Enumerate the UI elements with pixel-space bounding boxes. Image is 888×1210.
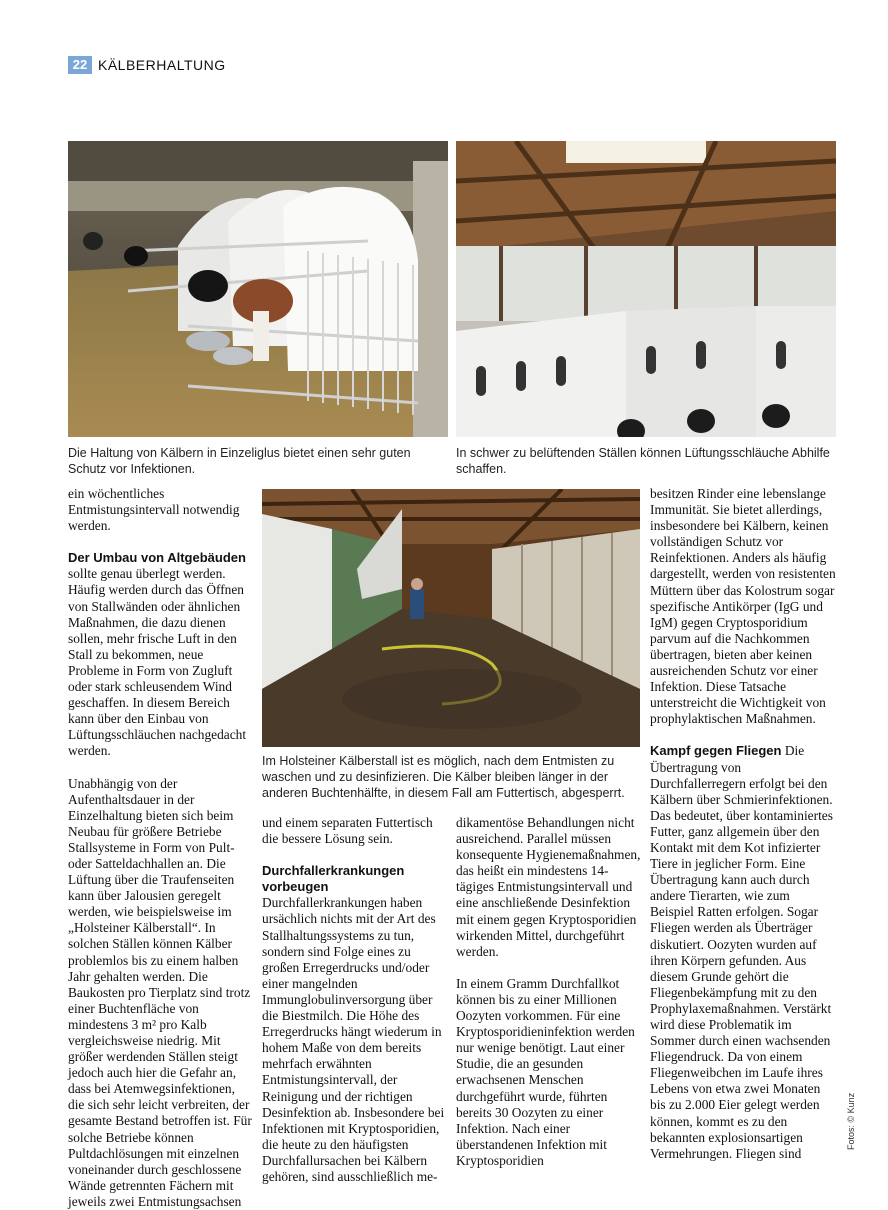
col4-paragraph: [650, 743, 836, 1161]
photo-credit: [846, 1090, 860, 1150]
paragraph-spacer: [68, 760, 254, 776]
section-title: KÄLBERHALTUNG: [98, 56, 226, 74]
column-2: [262, 815, 448, 1185]
photo-calf-igloos: [68, 141, 448, 437]
paragraph-spacer: [456, 960, 642, 976]
column-1: [68, 486, 254, 1210]
col1-body: sollte genau überlegt werden. Häufig werden durch das Öffnen von Stallwänden oder ähnlichen Maßnahmen, die dazu dienen sollen, mehr frische Luft in den Stall zu bekommen, neue Probleme in Form von Zugluft oder stark schleusendem Wind geschaffen. In diesem Bereich kann über den Einbau von Lüftungsschläuchen nachgedacht werden.: [68, 566, 254, 759]
column-4: [650, 486, 836, 1162]
col3-body: dikamentöse Behandlungen nicht ausreichend. Parallel müssen konsequente Hygienemaßnahmen, das heißt ein mindestens 14-tägiges Entmistungsintervall und eine anschließende Desinfektion mit einem gegen Kryptosporidien wirkenden Mittel, durchgeführt werden.: [456, 815, 642, 960]
col2-intro: und einem separaten Futtertisch die bessere Lösung sein.: [262, 815, 448, 847]
photo-holstein-barn: [262, 489, 640, 747]
photo-calf-igloos-drawing: [68, 141, 448, 437]
paragraph-spacer: [262, 847, 448, 863]
caption-calf-igloos: Die Haltung von Kälbern in Einzeliglus bietet einen sehr guten Schutz vor Infektionen.: [68, 445, 440, 477]
caption-holstein-barn: Im Holsteiner Kälberstall ist es möglich, nach dem Entmisten zu waschen und zu desinfizieren. Die Kälber bleiben länger in der anderen Buchtenhälfte, in diesem Fall am Futtertisch, abgesperrt.: [262, 753, 640, 801]
col1-intro: ein wöchentliches Entmistungsintervall notwendig werden.: [68, 486, 254, 534]
caption-barn-ventilation: In schwer zu belüftenden Ställen können Lüftungsschläuche Abhilfe schaffen.: [456, 445, 834, 477]
column-3: [456, 815, 642, 1169]
col4-body: besitzen Rinder eine lebenslange Immunität. Sie bietet allerdings, insbesondere bei Kälbern, keinen vollständigen Schutz vor Reinfektionen. Anders als häufig dargestellt, werden von resistenten Müttern über das Kolostrum sogar spezifische Antikörper (IgG und IgM) gegen Cryptosporidium parvum auf die Nachkommen übertragen, bieten aber keinen ausreichenden Schutz vor einer Infektion. Diese Tatsache unterstreicht die Wichtigkeit von prophylaktischen Maßnahmen.: [650, 486, 836, 727]
col2-body: Durchfallerkrankungen haben ursächlich nichts mit der Art des Stallhaltungssystems zu tun, sondern sind Folge eines zu großen Erregerdrucks und/oder einer mangelnden Immunglobulinversorgung über die Biestmilch. Die Höhe des Erregerdrucks hängt wiederum in hohem Maße von dem bereits mehrfach erwähnten Entmistungsintervall, der Reinigung und der richtigen Desinfektion ab. Insbesondere bei Infektionen mit Kryptosporidien, die heute zu den häufigsten Durchfallursachen bei Kälbern gehören, sind ausschließlich me-: [262, 895, 444, 1184]
col1-body2: Unabhängig von der Aufenthaltsdauer in der Einzelhaltung bieten sich beim Neubau für größere Betriebe Stallsysteme in Form von Pult- oder Satteldachhallen an. Die Lüftung über die Traufenseiten kann über Jalousien geregelt werden, wie beispielsweise im „Holsteiner Kälberstall“. In solchen Ställen können Kälber problemlos bis zu einem halben Jahr gehalten werden. Die Baukosten pro Tierplatz sind trotz einer Buchtenfläche von mindestens 3 m² pro Kalb vergleichsweise niedrig. Mit größer werdenden Ställen steigt jedoch auch hier die Gefahr an, dass bei Atemwegsinfektionen, die sich sehr leicht verbreiten, der gesamte Bestand betroffen ist. Für solche Betriebe können Pultdachlösungen mit einzelnen voneinander durch geschlossene Wände getrennten Fächern mit jeweils zwei Entmistungsachsen: [68, 776, 254, 1210]
col1-heading: Der Umbau von Altgebäuden: [68, 550, 254, 566]
page-number: 22: [68, 56, 92, 74]
col3-body2: In einem Gramm Durchfallkot können bis zu einer Millionen Oozyten vorkommen. Für eine Kryptosporidieninfektion werden nur wenige benötigt. Laut einer Studie, die an gesunden erwachsenen Menschen durchgeführt wurde, führten bereits 30 Oozyten zu einer Infektion. Nach einer überstandenen Infektion mit Kryptosporidien: [456, 976, 642, 1169]
photo-credit-text: Fotos: © Kunz: [846, 1093, 856, 1150]
photo-barn-ventilation-drawing: [456, 141, 836, 437]
paragraph-spacer: [68, 534, 254, 550]
photo-holstein-barn-drawing: [262, 489, 640, 747]
col4-heading: Kampf gegen Fliegen: [650, 743, 781, 758]
paragraph-spacer: [650, 727, 836, 743]
col2-paragraph: [262, 863, 448, 1185]
photo-barn-ventilation: [456, 141, 836, 437]
col4-body2: Die Übertragung von Durchfallerregern erfolgt bei den Kälbern über Schmierinfektionen. Das bedeutet, über kontaminiertes Futter, ganz allgemein über den Kontakt mit dem Kot infizierter Tiere in jeglicher Form. Eine Übertragung kann auch durch andere Tierarten, wie zum Beispiel Ratten erfolgen. Sogar Fliegen werden als Überträger diskutiert. Oozyten wurden auf ihren Körpern gefunden. Aus diesem Grunde gehört die Fliegenbekämpfung mit zu den Prophylaxemaßnahmen. Verstärkt wird diese Problematik im Sommer durch einen wachsenden Fliegendruck. Da von einem Fliegenweibchen im Laufe ihres Lebens von etwa zwei Monaten bis zu 2.000 Eier gelegt werden können, kommt es zu den bekannten explosionsartigen Vermehrungen. Fliegen sind: [650, 743, 833, 1160]
col2-heading: Durchfallerkrankungen vorbeugen: [262, 863, 404, 894]
